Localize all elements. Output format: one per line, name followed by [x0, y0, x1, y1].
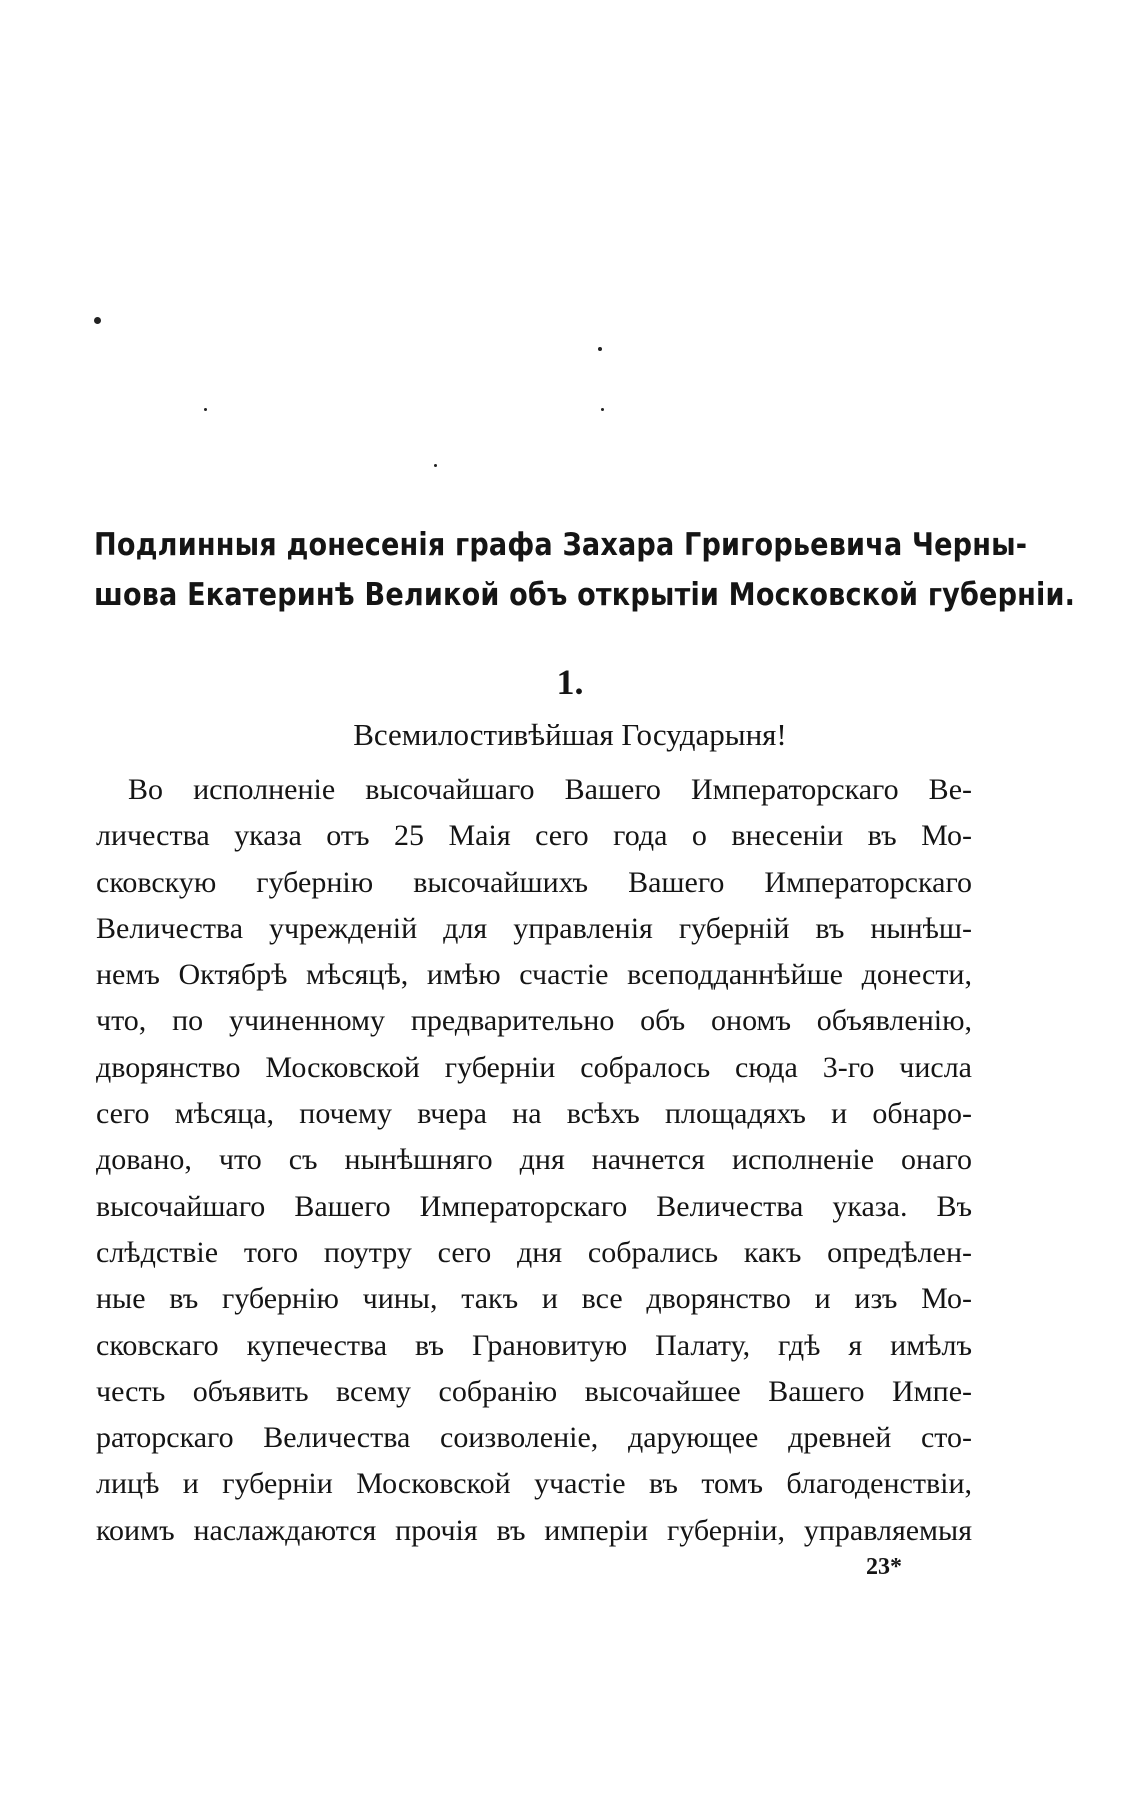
body-line: ные въ губернію чины, такъ и все дворянство и изъ Мо-: [96, 1282, 972, 1316]
salutation: Всемилостивѣйшая Государыня!: [353, 717, 787, 752]
body-line: сковскую губернію высочайшихъ Вашего Императорскаго: [96, 865, 972, 899]
ink-speck: [434, 464, 437, 467]
signature-mark: 23*: [866, 1554, 902, 1580]
body-line: немъ Октябрѣ мѣсяцѣ, имѣю счастіе всеподданнѣйше донести,: [96, 958, 972, 992]
body-line: Величества учрежденій для управленія губерній въ нынѣш-: [96, 911, 972, 945]
title-line: шова Екатеринѣ Великой объ открытіи Московской губерніи.: [94, 577, 1076, 613]
body-line: высочайшаго Вашего Императорскаго Величества указа. Въ: [96, 1189, 972, 1223]
body-text: [96, 767, 972, 1554]
body-line: личества указа отъ 25 Маія сего года о внесеніи въ Мо-: [96, 819, 972, 853]
body-line: коимъ наслаждаются прочія въ имперіи губерніи, управляемыя: [96, 1513, 972, 1547]
ink-speck: [598, 347, 602, 351]
body-line: что, по учиненному предварительно объ ономъ объявленію,: [96, 1004, 972, 1038]
body-line: слѣдствіе того поутру сего дня собрались какъ опредѣлен-: [96, 1235, 972, 1269]
title-line: Подлинныя донесенія графа Захара Григорьевича Черны-: [94, 527, 1028, 563]
body-line: честь объявить всему собранію высочайшее Вашего Импе-: [96, 1374, 972, 1408]
ink-speck: [94, 317, 101, 324]
body-line: довано, что съ нынѣшняго дня начнется исполненіе онаго: [96, 1143, 972, 1177]
ink-speck: [204, 408, 207, 411]
body-line: сего мѣсяца, почему вчера на всѣхъ площадяхъ и обнаро-: [96, 1097, 972, 1131]
body-line: сковскаго купечества въ Грановитую Палату, гдѣ я имѣлъ: [96, 1328, 972, 1362]
document-title: [94, 520, 1076, 620]
body-line: лицѣ и губерніи Московской участіе въ томъ благоденствіи,: [96, 1467, 972, 1501]
section-number: 1.: [556, 662, 584, 702]
body-line: дворянство Московской губерніи собралось сюда 3-го числа: [96, 1050, 972, 1084]
body-line: раторскаго Величества соизволеніе, дарующее древней сто-: [96, 1421, 972, 1455]
ink-speck: [601, 408, 604, 411]
body-line: Во исполненіе высочайшаго Вашего Императорскаго Ве-: [128, 773, 972, 806]
